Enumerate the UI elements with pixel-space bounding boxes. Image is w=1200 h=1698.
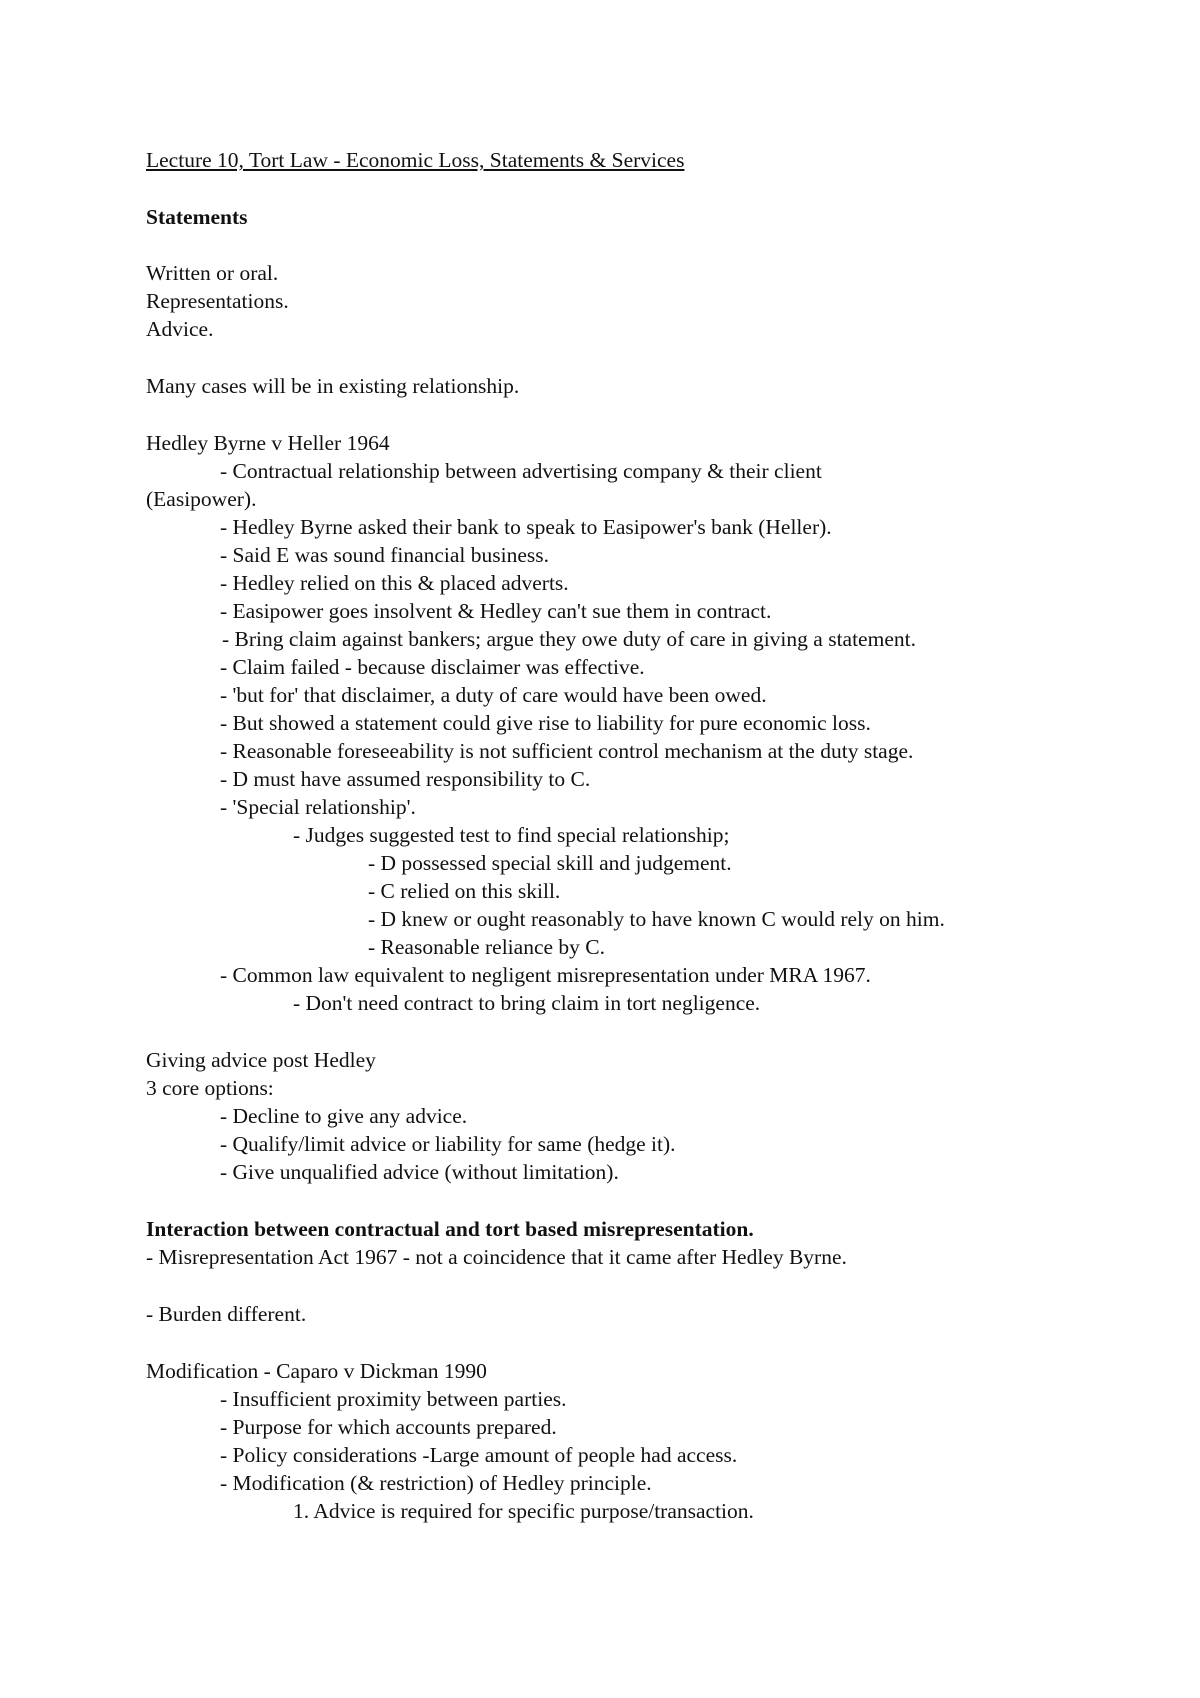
- intro-line: Representations.: [146, 289, 289, 313]
- list-item: - D possessed special skill and judgement.: [368, 851, 732, 875]
- list-item: - Modification (& restriction) of Hedley principle.: [220, 1471, 652, 1495]
- list-item: - D knew or ought reasonably to have known C would rely on him.: [368, 907, 945, 931]
- list-item: - Qualify/limit advice or liability for same (hedge it).: [220, 1132, 676, 1156]
- page-title: Lecture 10, Tort Law - Economic Loss, Statements & Services: [146, 148, 685, 172]
- intro-line: Advice.: [146, 317, 214, 341]
- list-item: - C relied on this skill.: [368, 879, 561, 903]
- list-item: - 'but for' that disclaimer, a duty of care would have been owed.: [220, 683, 767, 707]
- list-item: - Judges suggested test to find special relationship;: [293, 823, 730, 847]
- list-item: - 'Special relationship'.: [220, 795, 416, 819]
- numbered-item: 1. Advice is required for specific purpose/transaction.: [293, 1499, 754, 1523]
- intro-line: Written or oral.: [146, 261, 279, 285]
- list-item: - Decline to give any advice.: [220, 1104, 468, 1128]
- list-item: - Contractual relationship between advertising company & their client: [220, 459, 822, 483]
- list-item: - Don't need contract to bring claim in tort negligence.: [293, 991, 761, 1015]
- list-item: - Policy considerations -Large amount of people had access.: [220, 1443, 738, 1467]
- list-item: - D must have assumed responsibility to C.: [220, 767, 591, 791]
- list-item: - Reasonable reliance by C.: [368, 935, 606, 959]
- list-item: - Reasonable foreseeability is not sufficient control mechanism at the duty stage.: [220, 739, 914, 763]
- list-item: - Burden different.: [146, 1302, 307, 1326]
- list-item: - Purpose for which accounts prepared.: [220, 1415, 557, 1439]
- list-item: - Bring claim against bankers; argue they owe duty of care in giving a statement.: [222, 627, 916, 651]
- section-heading-caparo: Modification - Caparo v Dickman 1990: [146, 1359, 487, 1383]
- list-item: - Easipower goes insolvent & Hedley can't sue them in contract.: [220, 599, 772, 623]
- list-item: - Hedley Byrne asked their bank to speak to Easipower's bank (Heller).: [220, 515, 832, 539]
- list-item: - Misrepresentation Act 1967 - not a coincidence that it came after Hedley Byrne.: [146, 1245, 847, 1269]
- list-item: - Give unqualified advice (without limitation).: [220, 1160, 619, 1184]
- section-heading-interaction: Interaction between contractual and tort based misrepresentation.: [146, 1217, 754, 1241]
- list-item: - Common law equivalent to negligent misrepresentation under MRA 1967.: [220, 963, 871, 987]
- subheading-core-options: 3 core options:: [146, 1076, 274, 1100]
- section-heading-advice: Giving advice post Hedley: [146, 1048, 376, 1072]
- paragraph-existing-relationship: Many cases will be in existing relationship.: [146, 374, 520, 398]
- section-heading-statements: Statements: [146, 205, 248, 229]
- list-item: - But showed a statement could give rise to liability for pure economic loss.: [220, 711, 871, 735]
- list-item: - Insufficient proximity between parties.: [220, 1387, 567, 1411]
- case-heading-hedley: Hedley Byrne v Heller 1964: [146, 431, 390, 455]
- list-item: - Claim failed - because disclaimer was effective.: [220, 655, 645, 679]
- list-item: - Said E was sound financial business.: [220, 543, 550, 567]
- list-item: - Hedley relied on this & placed adverts.: [220, 571, 569, 595]
- list-item-continuation: (Easipower).: [146, 487, 257, 511]
